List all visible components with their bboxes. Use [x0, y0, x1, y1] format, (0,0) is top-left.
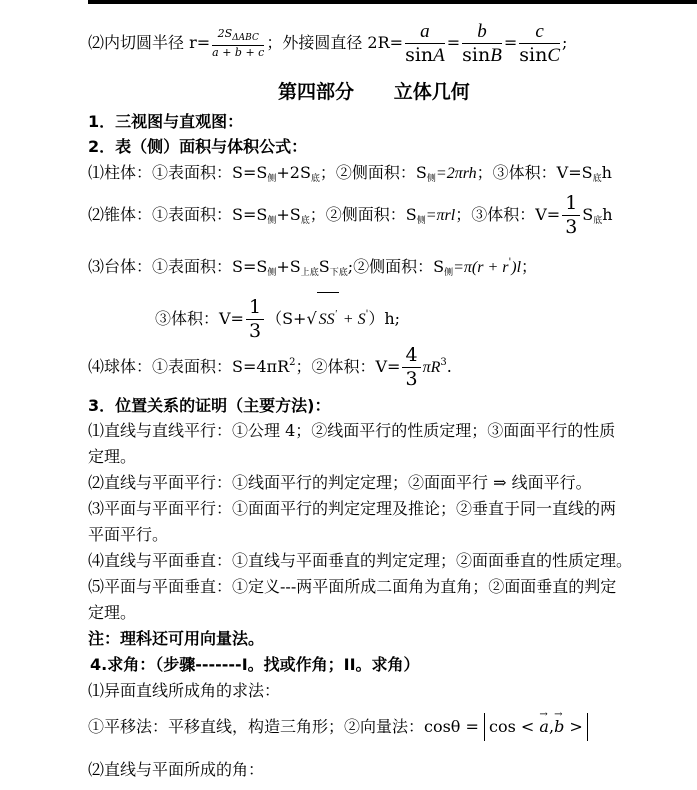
frustum-formulas	[88, 253, 537, 283]
pyramid-text-b: +S	[276, 205, 301, 224]
prism-sub-side-2: 侧	[426, 174, 436, 184]
pyramid-frac-num: 1	[562, 192, 580, 216]
inradius-fraction	[212, 27, 264, 60]
heading-three-views: 1．三视图与直观图：	[88, 112, 244, 131]
sphere-frac-den: 3	[405, 368, 418, 390]
frac3-num: c	[519, 20, 560, 44]
frustum-volume-prime: '	[365, 309, 369, 320]
pyramid-text-a: ⑵锥体：①表面积：S=S	[88, 205, 268, 224]
frustum-text-a: ⑶台体：①表面积：S=S	[88, 257, 268, 276]
prism-text-c: ；②侧面积：S	[319, 163, 427, 182]
pyramid-sub-base-2: 底	[593, 216, 603, 226]
frustum-volume-b: （S+	[266, 309, 307, 328]
sphere-cube: 3	[440, 357, 447, 368]
frustum-text-c: S	[318, 257, 330, 276]
heading-area-volume: 2．表（侧）面积与体积公式：	[88, 137, 308, 156]
frustum-volume-c: + S	[338, 311, 366, 328]
sphere-four-thirds	[402, 344, 420, 391]
prism-sub-side: 侧	[267, 174, 277, 184]
prism-sub-base-2: 底	[592, 174, 602, 184]
pyramid-lateral-expr: =πrl	[425, 207, 456, 224]
frustum-text-d: ;②侧面积：S	[347, 257, 445, 276]
prism-text-e: ；③体积：V=S	[476, 163, 593, 182]
prism-lateral-expr: =2πrh	[435, 165, 477, 182]
proof-line-4: ⑷直线与平面垂直：①直线与平面垂直的判定定理；②面面垂直的性质定理。	[88, 551, 633, 570]
prism-formulas	[88, 163, 612, 189]
sphere-text-d: .	[446, 357, 452, 376]
frustum-sub-side: 侧	[267, 268, 277, 278]
frustum-prime: '	[508, 257, 512, 268]
proof-line-5b: 定理。	[88, 603, 137, 622]
inradius-numerator-sub: ΔABC	[232, 33, 259, 43]
vector-a: a →	[539, 715, 549, 739]
fraction-a-sinA	[405, 20, 445, 67]
note-vector-method: 注：理科还可用向量法。	[88, 629, 265, 648]
frustum-sub-top: 上底	[300, 268, 319, 278]
pyramid-text-f: S	[582, 205, 594, 224]
inradius-formula-line	[88, 20, 567, 67]
frustum-text-b: +S	[276, 257, 301, 276]
inradius-numerator: 2S	[217, 27, 233, 40]
vector-comma: ,	[548, 717, 555, 736]
sphere-text-a: ⑷球体：①表面积：S=4πR	[88, 357, 290, 376]
frustum-sqrt-content	[317, 292, 339, 342]
vector-b: b →	[554, 715, 564, 739]
proof-line-3a: ⑶平面与平面平行：①面面平行的判定定理及推论；②垂直于同一直线的两	[88, 499, 617, 518]
frac3-den-pre: sin	[519, 44, 548, 66]
sphere-square: 2	[289, 357, 296, 368]
angle-methods	[88, 710, 588, 744]
pyramid-text-e: ；③体积：V=	[455, 205, 561, 224]
pyramid-one-third	[562, 192, 580, 239]
angle-methods-text: ①平移法：平移直线，构造三角形；②向量法：cosθ =	[88, 717, 479, 736]
pyramid-sub-side: 侧	[267, 216, 277, 226]
frac2-num: b	[462, 20, 502, 44]
pyramid-text-g: h	[602, 205, 613, 224]
frac1-den-var: A	[433, 45, 445, 66]
pyramid-sub-side-2: 侧	[416, 216, 426, 226]
frustum-volume-d: ）h;	[368, 309, 401, 328]
proof-line-3b: 平面平行。	[88, 525, 169, 544]
frustum-lateral-expr: =π(r + r	[453, 259, 509, 276]
circumdiameter-label: ；外接圆直径 2R=	[266, 33, 404, 52]
sphere-frac-num: 4	[402, 344, 420, 368]
frustum-one-third	[246, 296, 264, 343]
equals-2: =	[503, 33, 518, 52]
frustum-volume-label: ③体积：V=	[155, 309, 244, 328]
frustum-text-g: ；	[521, 257, 538, 276]
frustum-lateral-end: )l	[511, 259, 522, 276]
sphere-text-b: ；②体积：V=	[295, 357, 401, 376]
inradius-label: ⑵内切圆半径 r=	[88, 33, 211, 52]
formula-end: ;	[562, 33, 568, 52]
frustum-sub-bottom: 下底	[329, 268, 348, 278]
sqrt-symbol: √	[306, 309, 317, 328]
frac1-num: a	[405, 20, 445, 44]
abs-cos: cos <	[489, 717, 535, 736]
heading-find-angle: 4.求角：（步骤-------I。找或作角；II。求角）	[90, 655, 420, 674]
frustum-frac-num: 1	[246, 296, 264, 320]
prism-sub-base: 底	[310, 174, 320, 184]
angle-skew-lines: ⑴异面直线所成角的求法：	[88, 681, 281, 700]
part-title: 第四部分 立体几何	[278, 81, 470, 103]
heading-position-proof: 3．位置关系的证明（主要方法)：	[88, 396, 331, 415]
proof-line-2: ⑵直线与平面平行：①线面平行的判定定理；②面面平行 ⇒ 线面平行。	[88, 473, 592, 492]
frustum-sqrt-prime: '	[334, 309, 337, 320]
prism-text-b: +2S	[276, 163, 311, 182]
frustum-sqrt-ss: SS	[318, 311, 335, 328]
fraction-c-sinC	[519, 20, 560, 67]
proof-line-5a: ⑸平面与平面垂直：①定义---两平面所成二面角为直角；②面面垂直的判定	[88, 577, 617, 596]
inradius-denominator: a + b + c	[212, 46, 265, 59]
abs-gt: >	[569, 717, 583, 736]
prism-text-f: h	[601, 163, 612, 182]
frac3-den-var: C	[547, 45, 561, 66]
frustum-volume	[155, 292, 400, 343]
equals-1: =	[446, 33, 461, 52]
frac2-den-var: B	[490, 45, 502, 66]
frustum-frac-den: 3	[248, 320, 262, 342]
sphere-text-c: πR	[422, 359, 441, 376]
pyramid-text-c: ；②侧面积：S	[309, 205, 417, 224]
angle-line-plane: ⑵直线与平面所成的角：	[88, 760, 265, 779]
prism-text-a: ⑴柱体：①表面积：S=S	[88, 163, 268, 182]
pyramid-formulas	[88, 192, 613, 241]
vector-abs-expression	[484, 713, 588, 741]
frustum-sub-side-2: 侧	[444, 268, 454, 278]
pyramid-frac-den: 3	[565, 216, 578, 238]
frac1-den-pre: sin	[405, 44, 434, 66]
top-rule	[88, 0, 697, 4]
frac2-den-pre: sin	[462, 44, 491, 66]
fraction-b-sinB	[462, 20, 502, 67]
pyramid-sub-base: 底	[300, 216, 310, 226]
sphere-formulas	[88, 341, 452, 391]
proof-line-1a: ⑴直线与直线平行：①公理 4；②线面平行的性质定理；③面面平行的性质	[88, 421, 616, 440]
proof-line-1b: 定理。	[88, 447, 137, 466]
